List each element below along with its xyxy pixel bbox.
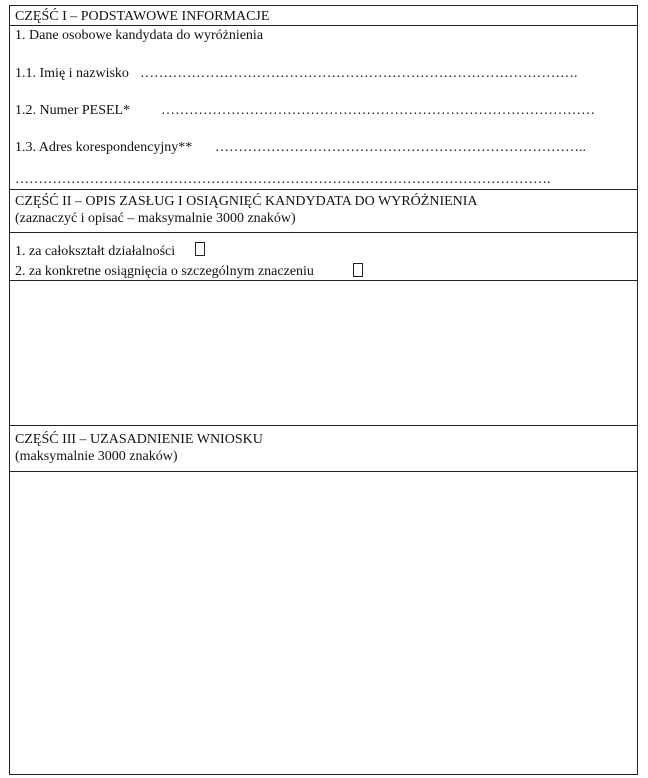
pesel-field[interactable]: ………………………………………………………………………………… [161,103,595,118]
part1-header: CZĘŚĆ I – PODSTAWOWE INFORMACJE [15,9,270,24]
divider [10,232,637,233]
address-field[interactable]: …………………………………………………………………….. [215,140,586,155]
part3-subheader: (maksymalnie 3000 znaków) [15,449,178,464]
option-overall-activity-checkbox[interactable] [195,242,205,256]
pesel-label: 1.2. Numer PESEL* [15,103,131,118]
address-label: 1.3. Adres korespondencyjny** [15,140,193,155]
option-specific-achievements-checkbox[interactable] [353,263,363,277]
name-label: 1.1. Imię i nazwisko [15,66,129,81]
personal-data-title: 1. Dane osobowe kandydata do wyróżnienia [15,28,264,43]
justification-area[interactable] [10,472,637,774]
nomination-form [9,5,638,775]
option-specific-achievements-label: 2. za konkretne osiągnięcia o szczególnym znaczeniu [15,264,314,279]
name-field[interactable]: …………………………………………………………………………………. [140,66,578,81]
divider [10,425,637,426]
divider [10,189,637,190]
part3-header: CZĘŚĆ III – UZASADNIENIE WNIOSKU [15,432,263,447]
address-field-line2[interactable]: ……………………………………………………………………………………………………. [15,172,551,187]
part2-header: CZĘŚĆ II – OPIS ZASŁUG I OSIĄGNIĘĆ KANDYDATA DO WYRÓŻNIENIA [15,194,478,209]
option-overall-activity-label: 1. za całokształt działalności [15,244,176,259]
part2-subheader: (zaznaczyć i opisać – maksymalnie 3000 znaków) [15,211,296,226]
divider [10,25,637,26]
merits-description-area[interactable] [10,281,637,425]
